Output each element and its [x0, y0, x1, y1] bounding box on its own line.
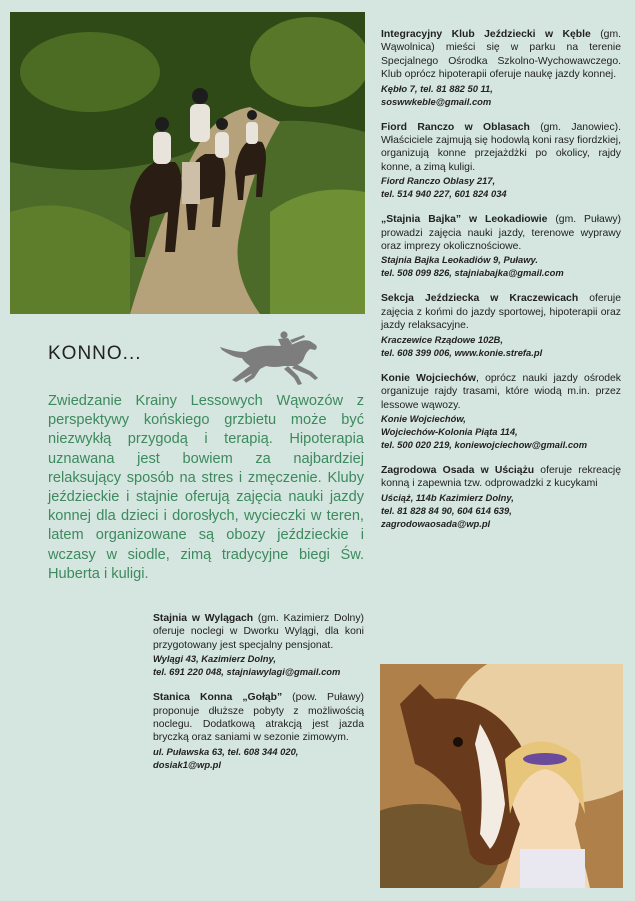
entry-name: Integracyjny Klub Jeździecki w Kęble [381, 29, 591, 40]
entry-contact-line: Fiord Ranczo Oblasy 217, [381, 175, 496, 187]
entry-stanica-golab [153, 691, 364, 771]
entry-name: Konie Wojciechów [381, 372, 476, 384]
entry-zagrodowa-osada [381, 464, 621, 530]
entry-name: Stajnia w Wylągach [153, 613, 254, 624]
photo-girl-with-horse [380, 664, 623, 888]
entry-stajnia-wylagi [153, 612, 364, 678]
entries-right-list [381, 28, 621, 543]
entry-description: (gm. Janowiec). Właściciele zajmują się hodowlą koni rasy fiordzkiej, organizują konne przejażdżki po okolicy, rajdy konne, a zimą kuligi. [381, 121, 621, 173]
entry-contact-line: zagrodowaosada@wp.pl [381, 517, 491, 529]
entries-left-list [153, 612, 364, 784]
entry-contact-line: Kraczewice Rządowe 102B, [381, 333, 503, 345]
entry-contact-line: ul. Puławska 63, tel. 608 344 020, [153, 745, 299, 757]
entry-description: oferuje rekreację konną i zapewnia tzw. odprowadzki z kucykami [381, 464, 621, 490]
intro-section [48, 330, 364, 584]
entry-name: Stanica Konna „Gołąb” [153, 692, 283, 704]
entry-description: (pow. Puławy) proponuje dłuższe pobyty z możliwością noclegu. Dodatkową atrakcją jest jazda bryczką oraz saniami w sezonie zimowym. [153, 692, 364, 744]
entry-konie-wojciechow [381, 372, 621, 451]
entry-description: (gm. Wąwolnica) mieści się w parku na terenie Specjalnego Ośrodka Szkolno-Wychowawczego. Klub oprócz hipoterapii oferuje naukę jazdy konnej. [381, 29, 621, 81]
girl-horse-photo-illustration [380, 664, 623, 888]
entry-name: Fiord Ranczo w Oblasach [381, 121, 530, 133]
intro-paragraph: Zwiedzanie Krainy Lessowych Wąwozów z perspektywy końskiego grzbietu może być niezwykłą przygodą i terapią. Hipoterapia uznawana jest bowiem za najbardziej relaksujący sposób na stres i zmęczenie. Kluby jeździeckie i stajnie oferują zajęcia nauki jazdy konnej dla dzieci i dorosłych, wycieczki w teren, latem organizowane są obozy jeździeckie i wczasy w siodle, zimą tradycyjne biegi Św. Huberta i kuligi. [48, 393, 364, 582]
galloping-horse-with-jockey-icon [218, 330, 326, 386]
photo-riders-forest-path [10, 12, 365, 314]
entry-contact-line: Uściąż, 114b Kazimierz Dolny, [381, 491, 514, 503]
entry-description: , oprócz nauki jazdy ośrodek organizuje rajdy trasami, które wiodą m.in. przez lessowe wąwozy. [381, 372, 621, 411]
entry-contact-line: tel. 508 099 826, stajniabajka@gmail.com [381, 267, 564, 279]
entry-contact-line: Stajnia Bajka Leokadiów 9, Puławy. [381, 254, 538, 266]
entry-contact-line: Konie Wojciechów, [381, 412, 466, 424]
entry-name: Sekcja Jeździecka w Kraczewicach [381, 293, 579, 305]
entry-description: oferuje zajęcia z końmi do jazdy sportowej, hipoterapii oraz jazdy relaksacyjne. [381, 293, 621, 332]
entry-contact-line: tel. 691 220 048, stajniawylagi@gmail.com [153, 666, 341, 678]
entry-stajnia-bajka [381, 213, 621, 279]
entry-contact-line: tel. 500 020 219, koniewojciechow@gmail.com [381, 438, 588, 450]
entry-contact-line: Wylągi 43, Kazimierz Dolny, [153, 653, 276, 665]
entry-contact-line: Wojciechów-Kolonia Piąta 114, [381, 425, 518, 437]
entry-contact-line: tel. 514 940 227, 601 824 034 [381, 188, 507, 200]
entry-klub-keble [381, 28, 621, 108]
entry-contact-line: tel. 608 399 006, www.konie.strefa.pl [381, 346, 543, 358]
entry-fiord-ranczo [381, 121, 621, 201]
heading-row [48, 330, 364, 380]
entry-contact-line: dosiak1@wp.pl [153, 758, 222, 770]
entry-description: (gm. Puławy) prowadzi zajęcia nauki jazdy, terenowe wyprawy oraz imprezy okolicznościowe. [381, 214, 621, 253]
riders-photo-illustration [10, 12, 365, 314]
entry-name: „Stajnia Bajka” w Leokadiowie [381, 214, 548, 226]
entry-sekcja-kraczewice [381, 292, 621, 358]
section-heading: KONNO... [48, 343, 142, 364]
entry-name: Zagrodowa Osada w Uściążu [381, 464, 535, 476]
entry-contact-line: Kębło 7, tel. 81 882 50 11, [381, 82, 493, 94]
entry-description: (gm. Kazimierz Dolny) oferuje noclegi w Dworku Wylągi, dla koni przygotowany jest specjalny pensjonat. [153, 613, 364, 651]
entry-contact-line: soswwkeble@gmail.com [381, 95, 492, 107]
entry-contact-line: tel. 81 828 84 90, 604 614 639, [381, 504, 512, 516]
